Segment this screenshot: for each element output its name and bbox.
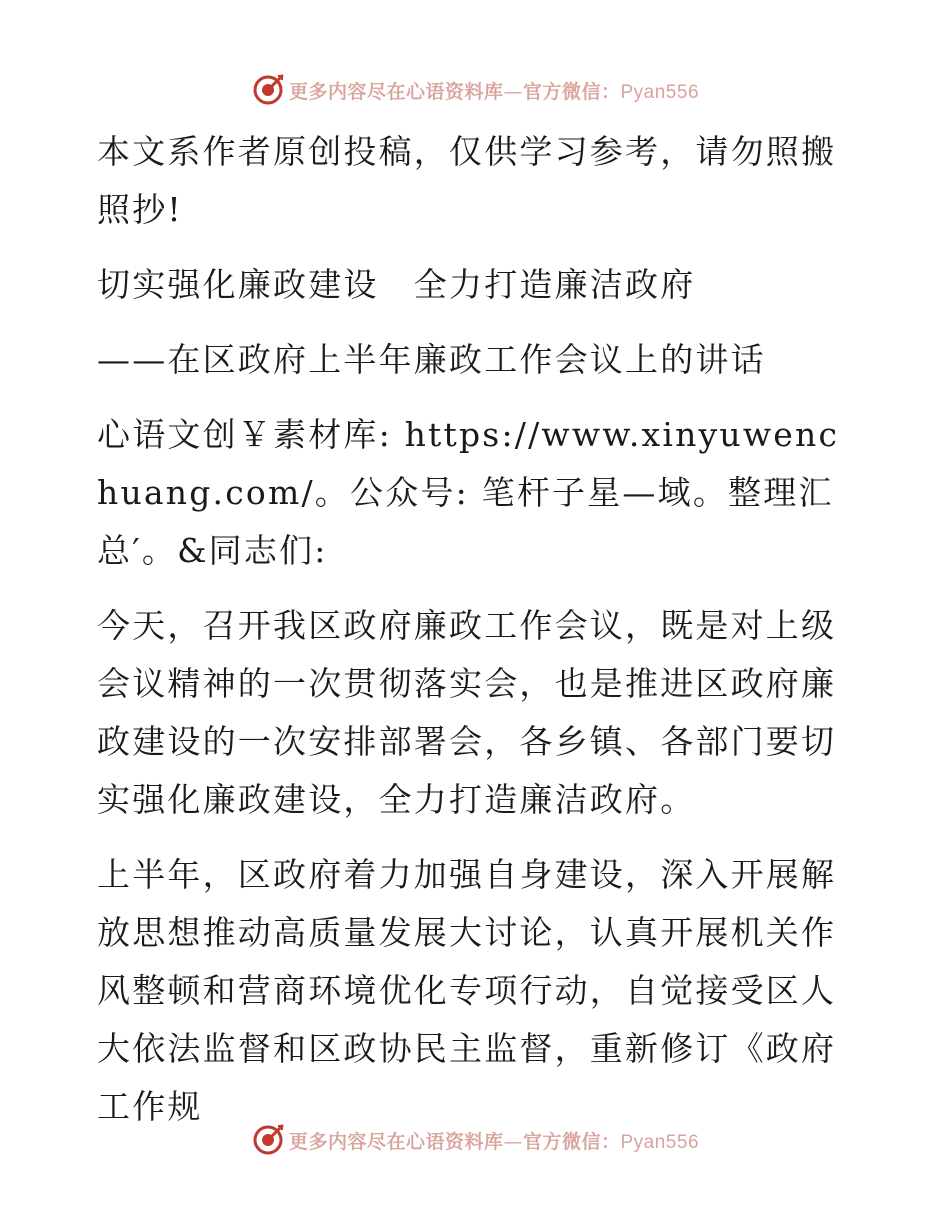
watermark-wechat-id: Pyan556 [620, 81, 700, 103]
brand-logo-icon [251, 73, 285, 107]
body-paragraph: 今天，召开我区政府廉政工作会议，既是对上级会议精神的一次贯彻落实会，也是推进区政府廉政建设的一次安排部署会，各乡镇、各部门要切实强化廉政建设，全力打造廉洁政府。 [97, 606, 837, 819]
copyright-notice: 本文系作者原创投稿，仅供学习参考，请勿照搬照抄! [97, 132, 837, 229]
document-subtitle: ——在区政府上半年廉政工作会议上的讲话 [97, 340, 766, 379]
document-body [97, 123, 857, 1136]
watermark-dash: — [503, 80, 523, 103]
watermark-text [289, 1127, 699, 1154]
watermark-wechat-label: 官方微信： [522, 80, 621, 103]
watermark-brand: 更多内容尽在心语资料库 [288, 1130, 504, 1153]
watermark-wechat-id: Pyan556 [620, 1131, 700, 1153]
source-line: 心语文创￥素材库: https://www.xinyuwenchuang.com/。公众号: 笔杆子星—域。整理汇总′。&同志们: [97, 415, 840, 570]
watermark-text [289, 77, 699, 104]
brand-logo-icon [251, 1123, 285, 1157]
watermark-dash: — [503, 1130, 523, 1153]
footer-watermark [0, 1122, 950, 1158]
watermark-brand: 更多内容尽在心语资料库 [288, 80, 504, 103]
watermark-wechat-label: 官方微信： [522, 1130, 621, 1153]
document-title: 切实强化廉政建设 全力打造廉洁政府 [97, 265, 696, 304]
header-watermark [0, 72, 950, 108]
body-paragraph: 上半年，区政府着力加强自身建设，深入开展解放思想推动高质量发展大讨论，认真开展机关作风整顿和营商环境优化专项行动，自觉接受区人大依法监督和区政协民主监督，重新修订《政府工作规 [97, 855, 837, 1126]
